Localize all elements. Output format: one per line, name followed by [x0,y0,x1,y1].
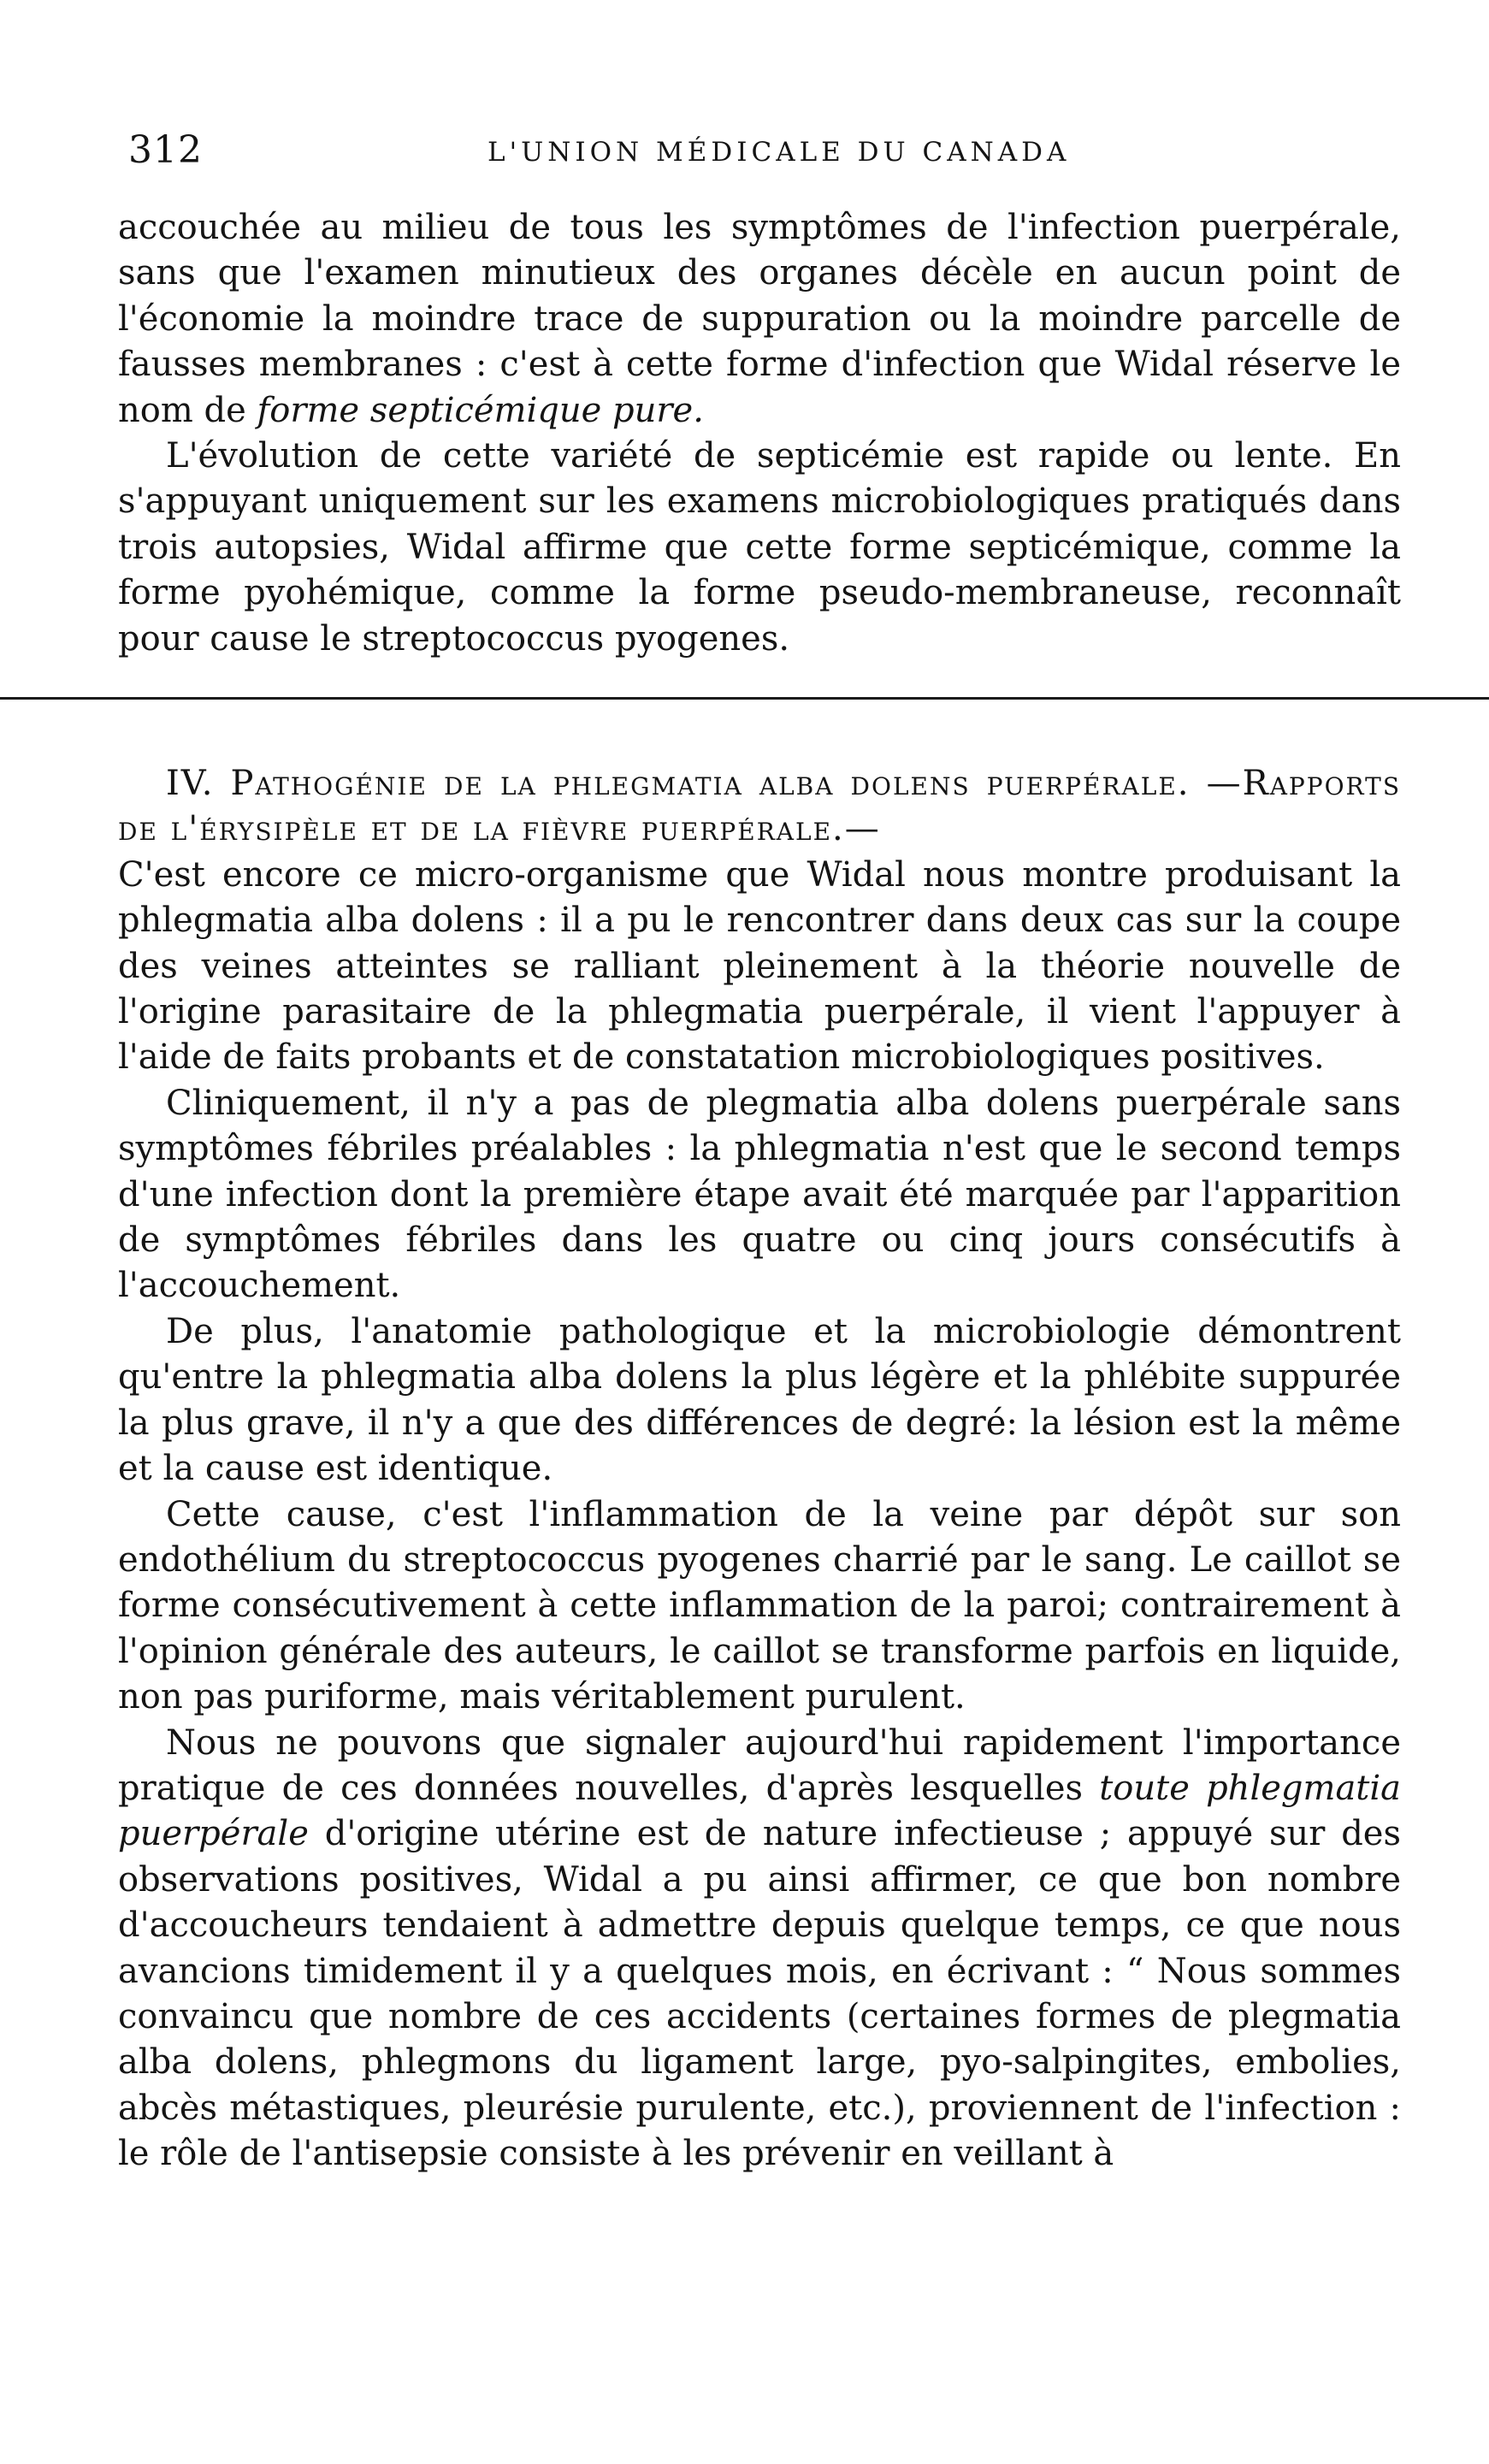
section-iv [118,761,1401,2177]
section-heading: IV. Pathogénie de la phlegmatia alba dolens puerpérale. —Rapports de l'érysipèle et de la fièvre puerpérale.— [118,764,1401,849]
paragraph-continued [118,205,1401,434]
paragraph-text: accouchée au milieu de tous les symptômes de l'infection puerpérale, sans que l'examen minutieux des organes décèle en aucun point de l'économie la moindre trace de suppuration ou la moindre parcelle de fausses membranes : c'est à cette forme d'infection que Widal réserve le nom de [118,208,1401,430]
running-title: L'UNION MÉDICALE DU CANADA [487,137,1071,168]
paragraph: C'est encore ce micro-organisme que Widal nous montre produisant la phlegmatia alba dolens : il a pu le rencontrer dans deux cas sur la coupe des veines atteintes se ralliant pleinement à la théorie nouvelle de l'origine parasitaire de la phlegmatia puerpérale, il vient l'appuyer à l'aide de faits probants et de constatation microbiologiques positives. [118,854,1401,1078]
paragraph: L'évolution de cette variété de septicémie est rapide ou lente. En s'appuyant uniquement sur les examens microbiologiques pratiqués dans trois autopsies, Widal affirme que cette forme septicémique, comme la forme pyohémique, comme la forme pseudo-membraneuse, reconnaît pour cause le streptococcus pyogenes. [118,436,1401,659]
paragraph-text: Nous ne pouvons que signaler aujourd'hui rapidement l'importance pratique de ces données nouvelles, d'après lesquelles [118,1722,1401,1808]
paragraph: Cette cause, c'est l'inflammation de la veine par dépôt sur son endothélium du streptococcus pyogenes charrié par le sang. Le caillot se forme consécutivement à cette inflammation de la paroi; contrairement à l'opinion générale des auteurs, le caillot se transforme parfois en liquide, non pas puriforme, mais véritablement purulent. [118,1494,1401,1717]
paragraph: De plus, l'anatomie pathologique et la microbiologie démontrent qu'entre la phlegmatia alba dolens la plus légère et la phlébite suppurée la plus grave, il n'y a que des différences de degré: la lésion est la même et la cause est identique. [118,1311,1401,1489]
page-header [128,128,1411,180]
paragraph-text: d'origine utérine est de nature infectieuse ; appuyé sur des observations positives, Widal a pu ainsi affirmer, ce que bon nombre d'accoucheurs tendaient à admettre depuis quelque temps, ce que nous avancions timidement il y a quelques mois, en écrivant : “ Nous sommes convaincu que nombre de ces accidents (certaines formes de plegmatia alba dolens, phlegmons du ligament large, pyo-salpingites, embolies, abcès métastiques, pleurésie purulente, etc.), proviennent de l'infection : le rôle de l'antisepsie consiste à les prévenir en veillant à [118,1814,1401,2174]
italic-term: toute phlegmatia puerpérale [118,1768,1402,1854]
paragraph: Cliniquement, il n'y a pas de plegmatia alba dolens puerpérale sans symptômes fébriles préalables : la phlegmatia n'est que le second temps d'une infection dont la première étape avait été marquée par l'apparition de symptômes fébriles dans les quatre ou cinq jours consécutifs à l'accouchement. [118,1083,1401,1306]
paragraph [118,1721,1401,2177]
horizontal-rule [0,697,1489,700]
page-number: 312 [128,128,203,172]
italic-term: forme septicémique pure. [257,390,704,430]
continued-text-block [118,205,1401,662]
